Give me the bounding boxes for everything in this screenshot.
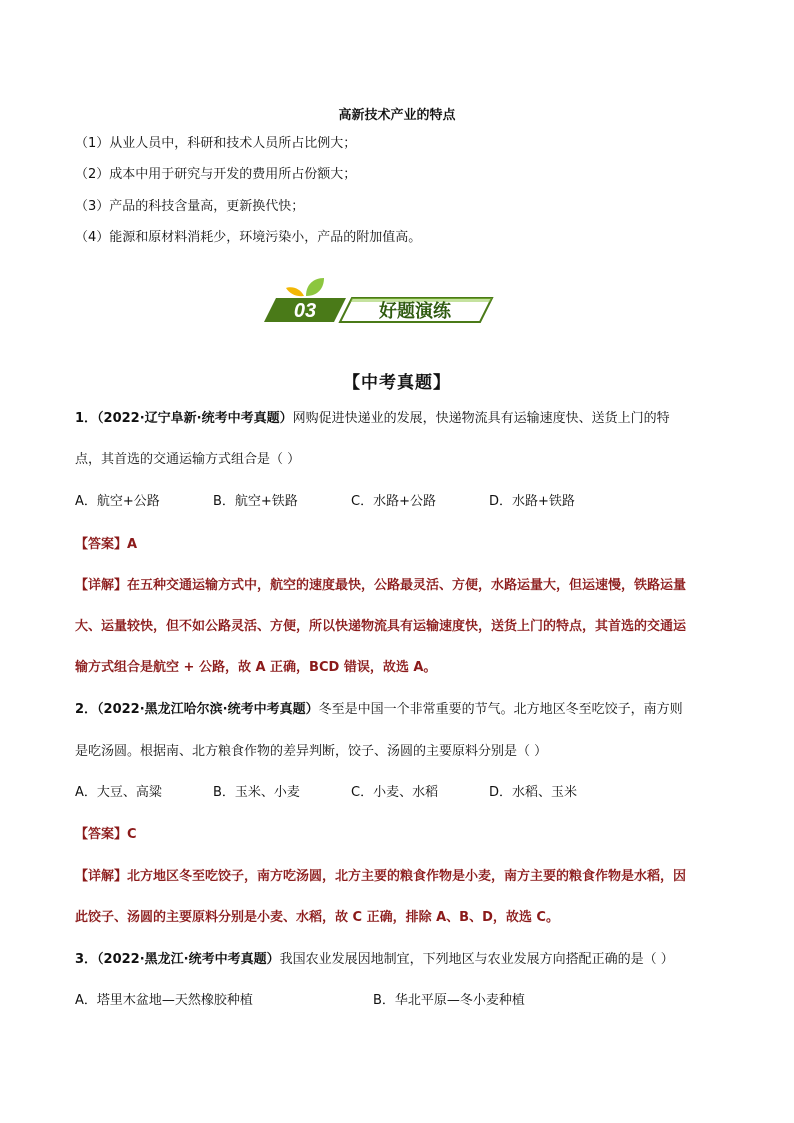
answer-label: 【答案】 — [75, 537, 128, 552]
question-2-options — [75, 785, 627, 801]
intro-point-3: （3）产品的科技含量高，更新换代快； — [75, 199, 305, 214]
detail-label: 【详解】 — [75, 869, 128, 884]
option-b: B．华北平原—冬小麦种植 — [373, 993, 525, 1008]
question-number: 2． — [75, 702, 98, 717]
question-text: 网购促进快递业的发展，快递物流具有运输速度快、送货上门的特 — [292, 411, 670, 426]
section-title: 【中考真题】 — [343, 373, 451, 393]
section-banner — [262, 274, 494, 326]
question-2-stem — [75, 702, 683, 718]
option-a: A．大豆、高粱 — [75, 785, 162, 800]
detail-label: 【详解】 — [75, 578, 128, 593]
question-2-answer — [75, 827, 137, 843]
answer-value: A — [127, 537, 138, 552]
option-a: A．航空+公路 — [75, 494, 160, 509]
question-number: 1． — [75, 411, 98, 426]
question-1-answer — [75, 537, 137, 553]
option-d: D．水稻、玉米 — [489, 785, 578, 800]
question-2-stem-cont: 是吃汤圆。根据南、北方粮食作物的差异判断，饺子、汤圆的主要原料分别是（ ） — [75, 744, 548, 759]
question-1-detail-cont-1: 大、运量较快，但不如公路灵活、方便，所以快递物流具有运输速度快，送货上门的特点，其首选的交通运 — [75, 619, 687, 634]
question-source: （2022·黑龙江·统考中考真题） — [97, 952, 280, 967]
answer-value: C — [127, 827, 137, 842]
question-2-detail-cont: 此饺子、汤圆的主要原料分别是小麦、水稻，故 C 正确，排除 A、B、D，故选 C。 — [75, 910, 559, 925]
question-number: 3． — [75, 952, 98, 967]
option-d: D．水路+铁路 — [489, 494, 575, 509]
option-a: A．塔里木盆地—天然橡胶种植 — [75, 993, 253, 1008]
question-2-detail — [75, 869, 686, 885]
question-3-stem — [75, 952, 674, 968]
banner-number: 03 — [293, 300, 317, 322]
question-1-stem-cont: 点，其首选的交通运输方式组合是（ ） — [75, 452, 301, 467]
banner-text: 好题演练 — [379, 301, 451, 322]
question-1-stem — [75, 411, 670, 427]
option-c: C．小麦、水稻 — [351, 785, 439, 800]
question-1-detail-cont-2: 输方式组合是航空 + 公路，故 A 正确，BCD 错误，故选 A。 — [75, 660, 437, 675]
question-source: （2022·黑龙江哈尔滨·统考中考真题） — [97, 702, 319, 717]
intro-point-1: （1）从业人员中，科研和技术人员所占比例大； — [75, 136, 357, 151]
option-b: B．航空+铁路 — [213, 494, 298, 509]
detail-text: 在五种交通运输方式中，航空的速度最快，公路最灵活、方便，水路运量大，但运速慢，铁路运量 — [127, 578, 687, 593]
question-source: （2022·辽宁阜新·统考中考真题） — [97, 411, 293, 426]
question-text: 冬至是中国一个非常重要的节气。北方地区冬至吃饺子，南方则 — [318, 702, 683, 717]
question-1-options — [75, 494, 627, 510]
option-b: B．玉米、小麦 — [213, 785, 300, 800]
question-text: 我国农业发展因地制宜，下列地区与农业发展方向搭配正确的是（ ） — [279, 952, 674, 967]
detail-text: 北方地区冬至吃饺子，南方吃汤圆，北方主要的粮食作物是小麦，南方主要的粮食作物是水稻，因 — [127, 869, 687, 884]
question-3-options — [75, 993, 671, 1009]
option-c: C．水路+公路 — [351, 494, 436, 509]
intro-title: 高新技术产业的特点 — [338, 108, 456, 123]
question-1-detail — [75, 578, 686, 594]
leaf-icon — [286, 278, 324, 296]
intro-point-2: （2）成本中用于研究与开发的费用所占份额大； — [75, 167, 357, 182]
intro-point-4: （4）能源和原材料消耗少，环境污染小，产品的附加值高。 — [75, 230, 422, 245]
answer-label: 【答案】 — [75, 827, 128, 842]
